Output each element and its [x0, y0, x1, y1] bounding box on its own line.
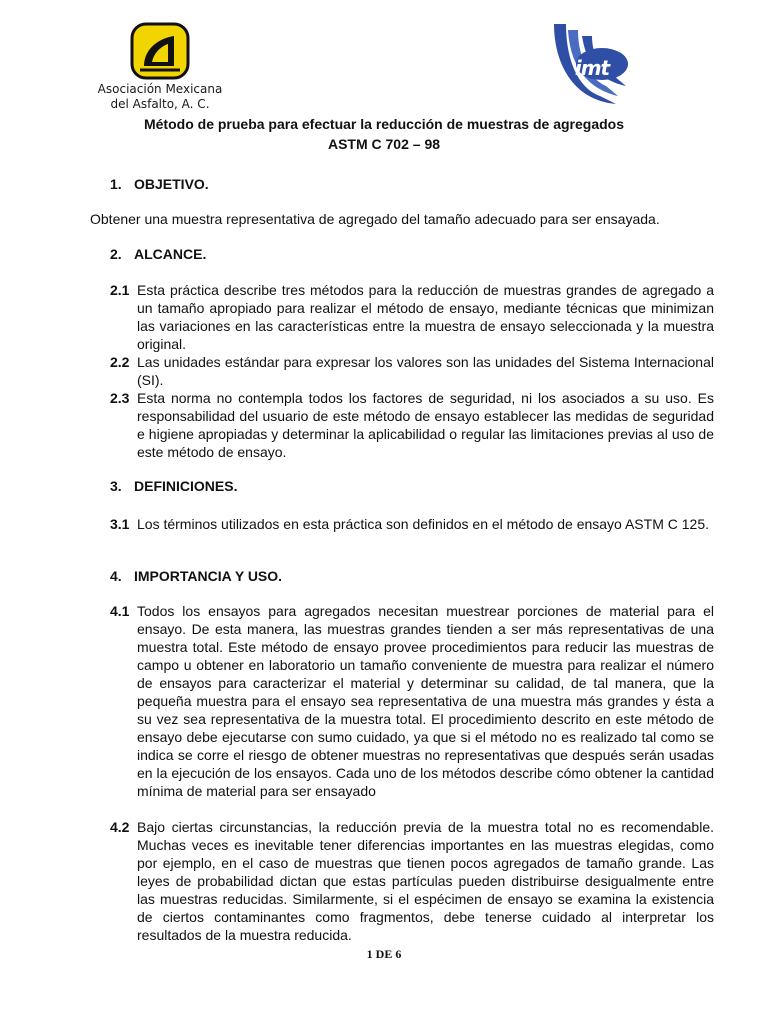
- clause-number: 2.3: [110, 390, 130, 406]
- clause-2-2: [110, 353, 714, 389]
- amaac-logo: [90, 22, 230, 112]
- section-title: ALCANCE.: [134, 246, 207, 262]
- section-4-heading: [110, 568, 282, 584]
- section-number: 1.: [110, 176, 122, 192]
- clause-text: Las unidades estándar para expresar los valores son las unidades del Sistema Internacional (SI).: [137, 354, 714, 388]
- clause-2-3: [110, 389, 714, 461]
- clause-4-1: [110, 602, 714, 800]
- imt-logo: [548, 22, 636, 110]
- clause-number: 4.2: [110, 819, 130, 835]
- clause-text: Los términos utilizados en esta práctica son definidos en el método de ensayo ASTM C 125.: [137, 516, 709, 532]
- page-number: 1 DE 6: [366, 947, 402, 961]
- section-number: 3.: [110, 478, 122, 494]
- amaac-logo-line1: Asociación Mexicana: [97, 82, 223, 96]
- clause-4-2: [110, 818, 714, 944]
- clause-text: Esta norma no contempla todos los factores de seguridad, ni los asociados a su uso. Es responsabilidad del usuario de este método de ensayo establecer las medidas de seguridad e higiene apropiadas y determinar la aplicabilidad o regular las limitaciones previas al uso de este método de ensayo.: [137, 390, 714, 460]
- section-title: IMPORTANCIA Y USO.: [134, 568, 283, 584]
- clause-2-1: [110, 281, 714, 353]
- section-3-heading: [110, 478, 237, 494]
- document-standard-code: ASTM C 702 – 98: [327, 136, 441, 152]
- clause-number: 2.1: [110, 282, 130, 298]
- amaac-logo-line2: del Asfalto, A. C.: [110, 97, 210, 111]
- section-1-body: Obtener una muestra representativa de agregado del tamaño adecuado para ser ensayada.: [90, 211, 660, 227]
- amaac-logo-icon: [130, 22, 190, 80]
- section-number: 4.: [110, 568, 122, 584]
- clause-3-1: [110, 515, 714, 533]
- section-title: OBJETIVO.: [134, 176, 209, 192]
- imt-logo-text: imt: [574, 56, 610, 80]
- clause-text: Bajo ciertas circunstancias, la reducción previa de la muestra total no es recomendable. Muchas veces es inevitable tener diferencias importantes en las muestras elegidas, como por ejemplo, en el caso de muestras que tienen pocos agregados de tamaño grande. Las leyes de probabilidad dictan que estas partículas pueden distribuirse desigualmente entre las muestras reducidas. Similarmente, si el espécimen de ensayo se examina la existencia de ciertos contaminantes como fragmentos, debe tenerse cuidado al interpretar los resultados de la muestra reducida.: [137, 819, 714, 943]
- clause-number: 3.1: [110, 516, 130, 532]
- clause-number: 4.1: [110, 603, 130, 619]
- section-number: 2.: [110, 246, 122, 262]
- section-2-heading: [110, 246, 206, 262]
- section-title: DEFINICIONES.: [134, 478, 238, 494]
- clause-text: Esta práctica describe tres métodos para la reducción de muestras grandes de agregado a un tamaño apropiado para realizar el método de ensayo, mediante técnicas que minimizan las variaciones en las características entre la muestra de ensayo seleccionada y la muestra original.: [137, 282, 714, 352]
- clause-text: Todos los ensayos para agregados necesitan muestrear porciones de material para el ensayo. De esta manera, las muestras grandes tienden a ser más representativas de una muestra total. Este método de ensayo provee procedimientos para reducir las muestras de campo u obtener en laboratorio un tamaño conveniente de muestra para realizar el número de ensayos para caracterizar el material y determinar su calidad, de tal manera, que la pequeña muestra para el ensayo sea representativa de una muestra más grandes y ésta a su vez sea representativa de la muestra total. El procedimiento descrito en este método de ensayo debe ejecutarse con sumo cuidado, ya que si el método no es realizado tal como se indica se corre el riesgo de obtener muestras no representativas que después serán usadas en la ejecución de los ensayos. Cada uno de los métodos describe cómo obtener la cantidad mínima de material para ser ensayado: [137, 603, 714, 799]
- clause-number: 2.2: [110, 354, 130, 370]
- section-1-heading: [110, 176, 209, 192]
- document-title: Método de prueba para efectuar la reducción de muestras de agregados: [143, 116, 625, 132]
